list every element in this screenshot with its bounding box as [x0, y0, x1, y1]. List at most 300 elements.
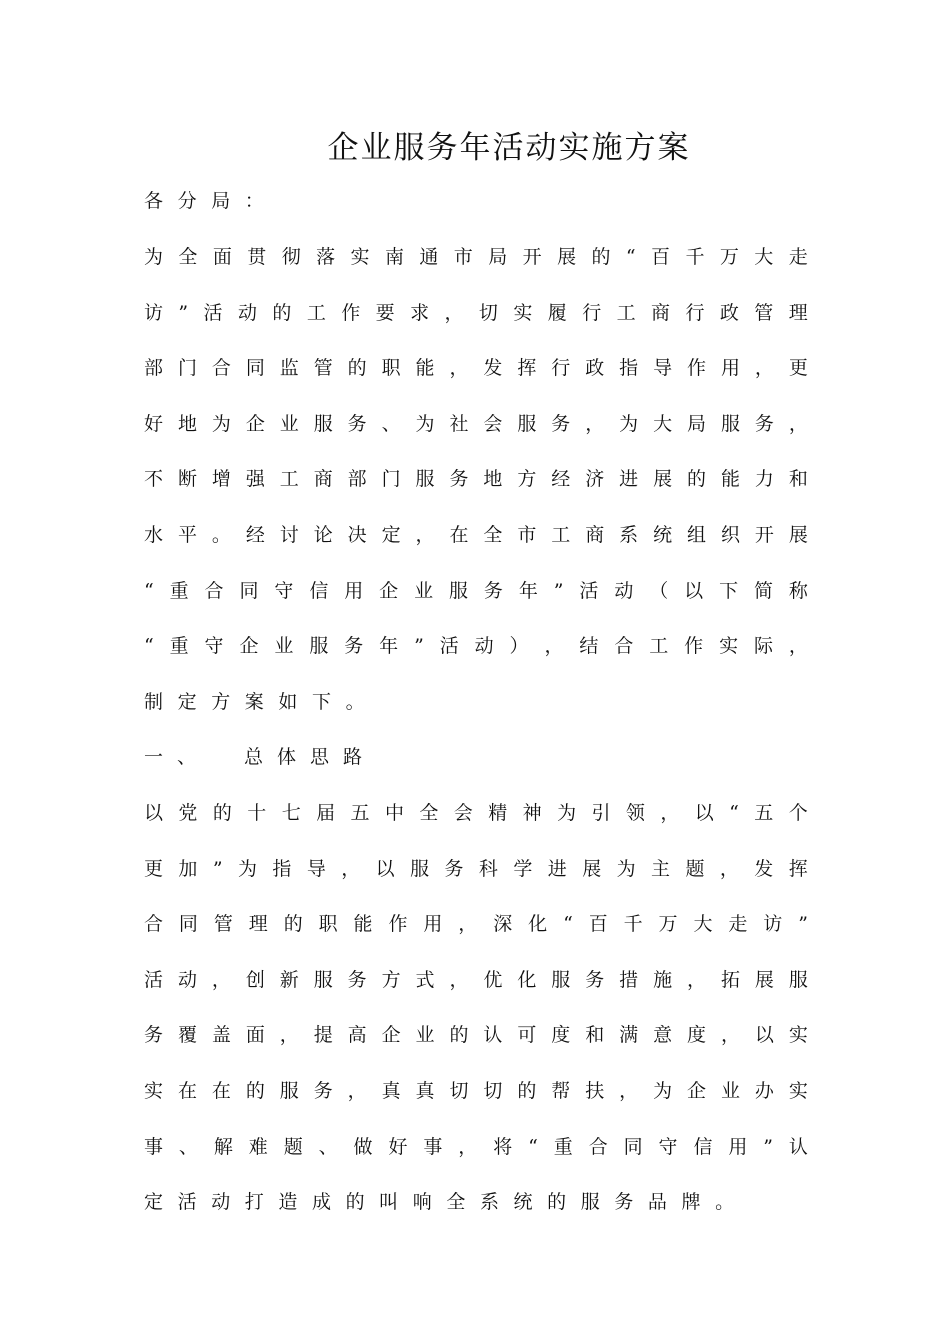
text-char: 满: [619, 1024, 639, 1047]
text-char: 走: [728, 913, 748, 936]
text-char: 在: [211, 1080, 231, 1102]
text-char: 政: [585, 357, 605, 380]
text-char: ，: [687, 968, 707, 991]
text-char: 新: [279, 968, 299, 991]
text-char: 服: [313, 412, 333, 435]
text-char: 重: [553, 1135, 573, 1158]
text-char: 方: [211, 690, 231, 713]
text-char: 求: [410, 301, 430, 324]
text-char: 百: [651, 246, 671, 268]
text-char: 企: [245, 412, 265, 435]
paragraph-line: [144, 798, 808, 828]
text-char: 职: [381, 357, 401, 380]
text-char: ，: [585, 412, 605, 435]
text-char: 业: [415, 1024, 435, 1047]
text-char: 为: [557, 802, 577, 824]
text-char: 办: [754, 1080, 774, 1102]
text-char: 济: [585, 468, 605, 491]
text-char: 万: [719, 246, 739, 268]
text-char: 制: [144, 690, 164, 713]
text-char: ，: [444, 301, 464, 324]
text-char: 地: [483, 468, 503, 491]
section-number: 一、: [144, 746, 211, 768]
text-char: 在: [449, 524, 469, 546]
text-char: 实: [144, 1080, 164, 1102]
text-char: 务: [754, 412, 774, 435]
text-char: 提: [313, 1024, 333, 1047]
text-char: 理: [248, 913, 268, 936]
text-char: 年: [518, 579, 538, 602]
text-char: 各: [144, 190, 164, 212]
text-char: 和: [585, 1024, 605, 1047]
text-char: 企: [239, 635, 259, 658]
text-char: 。: [715, 1191, 735, 1214]
text-char: 展: [754, 968, 774, 991]
text-char: ，: [415, 524, 435, 546]
text-char: 大: [754, 246, 774, 268]
text-char: 合: [144, 913, 164, 936]
text-char: 届: [316, 802, 336, 824]
text-char: ，: [449, 968, 469, 991]
text-char: ，: [458, 913, 478, 936]
text-char: 服: [517, 412, 537, 435]
paragraph-line: [144, 854, 808, 884]
paragraph-line: [144, 1187, 808, 1217]
text-char: 企: [379, 579, 399, 602]
text-char: 组: [687, 524, 707, 546]
paragraph-line: [144, 298, 808, 328]
text-char: 十: [247, 802, 267, 824]
text-char: 务: [585, 968, 605, 991]
text-char: 的: [272, 301, 292, 324]
text-char: 化: [528, 913, 548, 936]
text-char: ”: [212, 857, 223, 880]
text-char: 用: [423, 913, 443, 936]
text-char: 用: [728, 1135, 748, 1158]
text-char: 意: [653, 1024, 673, 1047]
text-char: 能: [720, 468, 740, 491]
text-char: 优: [483, 968, 503, 991]
text-char: 度: [687, 1024, 707, 1047]
text-char: 服: [720, 412, 740, 435]
text-char: 重: [169, 635, 189, 658]
text-char: 商: [651, 301, 671, 324]
text-char: 经: [245, 524, 265, 546]
text-char: 局: [488, 246, 508, 268]
text-char: 合: [614, 635, 634, 658]
text-char: 真: [381, 1080, 401, 1102]
text-char: 万: [658, 913, 678, 936]
text-char: 工: [649, 635, 669, 658]
text-char: “: [625, 246, 636, 268]
text-char: 可: [517, 1024, 537, 1047]
text-char: 难: [248, 1135, 268, 1158]
document-title: 企业服务年活动实施方案: [327, 130, 691, 166]
text-char: 题: [283, 1135, 303, 1158]
text-char: 七: [281, 802, 301, 824]
text-char: 管: [754, 301, 774, 324]
text-char: 同: [623, 1135, 643, 1158]
text-char: 通: [419, 246, 439, 268]
paragraph-line: [144, 687, 808, 717]
text-char: 用: [344, 579, 364, 602]
text-char: 为: [616, 857, 636, 880]
text-char: 品: [647, 1191, 667, 1214]
text-char: 服: [415, 468, 435, 491]
text-char: 论: [313, 524, 333, 546]
text-char: 百: [588, 913, 608, 936]
text-char: 度: [551, 1024, 571, 1047]
text-char: 全: [446, 1191, 466, 1214]
text-char: 开: [522, 246, 542, 268]
text-char: 务: [551, 412, 571, 435]
text-char: 系: [619, 524, 639, 546]
text-char: 织: [720, 524, 740, 546]
text-char: 覆: [177, 1024, 197, 1047]
text-char: 的: [212, 802, 232, 824]
text-char: 为: [415, 412, 435, 435]
text-char: 活: [203, 301, 223, 324]
text-char: 为: [619, 412, 639, 435]
text-char: 主: [651, 857, 671, 880]
text-char: ，: [754, 357, 774, 380]
text-char: 要: [375, 301, 395, 324]
text-char: ，: [211, 968, 231, 991]
text-char: 定: [144, 1191, 164, 1214]
text-char: 帮: [551, 1080, 571, 1102]
text-char: ，: [458, 1135, 478, 1158]
text-char: 切: [483, 1080, 503, 1102]
text-char: （: [649, 579, 669, 602]
text-char: 导: [653, 357, 673, 380]
text-char: 务: [444, 857, 464, 880]
text-char: 门: [381, 468, 401, 491]
text-char: 下: [311, 690, 331, 713]
text-char: 部: [347, 468, 367, 491]
text-char: 务: [449, 468, 469, 491]
text-char: 门: [177, 357, 197, 380]
text-char: 作: [684, 635, 704, 658]
text-char: 地: [177, 412, 197, 435]
text-char: 管: [313, 357, 333, 380]
text-char: 服: [410, 857, 430, 880]
text-char: 以: [754, 1024, 774, 1047]
text-char: 南: [384, 246, 404, 268]
text-char: 能: [353, 913, 373, 936]
text-char: 好: [388, 1135, 408, 1158]
text-char: 认: [483, 1024, 503, 1047]
section-heading-overall-approach: [144, 742, 808, 772]
text-char: ，: [719, 857, 739, 880]
text-char: 为: [653, 1080, 673, 1102]
text-char: 的: [449, 1024, 469, 1047]
text-char: 务: [144, 1024, 164, 1047]
text-char: 的: [591, 246, 611, 268]
text-char: ，: [279, 1024, 299, 1047]
text-char: 五: [350, 802, 370, 824]
text-char: 措: [619, 968, 639, 991]
paragraph-line: [144, 1020, 808, 1050]
text-char: 同: [239, 579, 259, 602]
text-char: 活: [439, 635, 459, 658]
text-char: 市: [517, 524, 537, 546]
paragraph-line: [144, 965, 808, 995]
text-char: ”: [178, 301, 189, 324]
text-char: 的: [347, 357, 367, 380]
text-char: 市: [453, 246, 473, 268]
text-char: 以: [375, 857, 395, 880]
text-char: ”: [763, 1135, 774, 1158]
text-char: 真: [415, 1080, 435, 1102]
text-char: 信: [693, 1135, 713, 1158]
text-char: 工: [551, 524, 571, 546]
text-char: 响: [412, 1191, 432, 1214]
text-char: 更: [788, 357, 808, 380]
text-char: ，: [341, 857, 361, 880]
text-char: ，: [660, 802, 680, 824]
text-char: 重: [169, 579, 189, 602]
text-char: 业: [720, 1080, 740, 1102]
paragraph-line: [144, 242, 808, 272]
text-char: 式: [415, 968, 435, 991]
text-char: 同: [178, 913, 198, 936]
text-char: ：: [244, 190, 264, 212]
text-char: 动: [211, 1191, 231, 1214]
text-char: 活: [177, 1191, 197, 1214]
text-char: 和: [788, 468, 808, 491]
text-char: 全: [419, 802, 439, 824]
text-char: 中: [384, 802, 404, 824]
text-char: 务: [313, 1080, 333, 1102]
text-char: ”: [553, 579, 564, 602]
text-char: 更: [144, 857, 164, 880]
text-char: 实: [350, 246, 370, 268]
text-char: 定: [177, 690, 197, 713]
text-char: 精: [488, 802, 508, 824]
text-char: 工: [306, 301, 326, 324]
text-char: 动: [474, 635, 494, 658]
text-char: 实: [719, 635, 739, 658]
text-char: 务: [483, 579, 503, 602]
text-char: 以: [684, 579, 704, 602]
text-char: 。: [211, 524, 231, 546]
text-char: 认: [788, 1135, 808, 1158]
text-char: 的: [547, 1191, 567, 1214]
text-char: 动: [614, 579, 634, 602]
text-char: 守: [658, 1135, 678, 1158]
text-char: 作: [388, 913, 408, 936]
text-char: 、: [381, 412, 401, 435]
text-char: 事: [144, 1135, 164, 1158]
text-char: 讨: [279, 524, 299, 546]
text-char: 展: [653, 468, 673, 491]
text-char: 高: [347, 1024, 367, 1047]
text-char: ，: [720, 1024, 740, 1047]
text-char: 部: [144, 357, 164, 380]
paragraph-line: [144, 631, 808, 661]
text-char: 会: [453, 802, 473, 824]
text-char: 、: [178, 1135, 198, 1158]
text-char: 能: [415, 357, 435, 380]
text-char: 指: [619, 357, 639, 380]
text-char: 为: [237, 857, 257, 880]
text-char: 信: [309, 579, 329, 602]
text-char: 深: [493, 913, 513, 936]
text-char: 的: [517, 1080, 537, 1102]
text-char: 局: [211, 190, 231, 212]
text-char: 实: [788, 1024, 808, 1047]
text-char: 创: [245, 968, 265, 991]
text-char: 服: [580, 1191, 600, 1214]
text-char: ，: [788, 412, 808, 435]
text-char: 的: [245, 1080, 265, 1102]
text-char: 企: [381, 1024, 401, 1047]
text-char: 成: [311, 1191, 331, 1214]
paragraph-line: [144, 520, 808, 550]
text-char: 发: [754, 857, 774, 880]
text-char: ”: [798, 913, 808, 936]
text-char: 。: [345, 690, 365, 713]
text-char: 务: [344, 635, 364, 658]
text-char: “: [144, 579, 154, 602]
paragraph-line: [144, 409, 808, 439]
text-char: 服: [313, 968, 333, 991]
text-char: 平: [177, 524, 197, 546]
text-char: 合: [588, 1135, 608, 1158]
text-char: 叫: [379, 1191, 399, 1214]
text-char: 服: [449, 579, 469, 602]
text-char: 监: [279, 357, 299, 380]
text-char: ，: [788, 635, 808, 658]
text-char: 增: [211, 468, 231, 491]
text-char: 不: [144, 468, 164, 491]
text-char: 经: [551, 468, 571, 491]
text-char: 业: [274, 635, 294, 658]
text-char: 合: [204, 579, 224, 602]
text-char: 五: [754, 802, 774, 824]
text-char: “: [144, 635, 154, 658]
text-char: ，: [347, 1080, 367, 1102]
text-char: 切: [478, 301, 498, 324]
text-char: 案: [244, 690, 264, 713]
text-char: 全: [178, 246, 198, 268]
text-char: 面: [212, 246, 232, 268]
text-char: 的: [345, 1191, 365, 1214]
text-char: 大: [653, 412, 673, 435]
text-char: 行: [685, 301, 705, 324]
text-char: 千: [685, 246, 705, 268]
text-char: 工: [616, 301, 636, 324]
text-char: 下: [719, 579, 739, 602]
text-char: 牌: [681, 1191, 701, 1214]
text-char: 工: [279, 468, 299, 491]
text-char: 统: [513, 1191, 533, 1214]
text-char: 好: [144, 412, 164, 435]
text-char: 施: [653, 968, 673, 991]
text-char: 题: [685, 857, 705, 880]
text-char: 作: [341, 301, 361, 324]
text-char: 服: [551, 968, 571, 991]
text-char: 盖: [211, 1024, 231, 1047]
text-char: 为: [144, 246, 164, 268]
text-char: 服: [309, 635, 329, 658]
text-char: 会: [483, 412, 503, 435]
paragraph-line: [144, 909, 808, 939]
text-char: 全: [483, 524, 503, 546]
text-char: 面: [245, 1024, 265, 1047]
text-char: 以: [694, 802, 714, 824]
paragraph-line: [144, 576, 808, 606]
text-char: 贯: [247, 246, 267, 268]
text-char: 行: [551, 357, 571, 380]
text-char: 展: [557, 246, 577, 268]
text-char: 服: [279, 1080, 299, 1102]
text-char: 发: [483, 357, 503, 380]
text-char: 决: [347, 524, 367, 546]
text-char: 在: [177, 1080, 197, 1102]
paragraph-line: [144, 1132, 808, 1162]
text-char: 打: [244, 1191, 264, 1214]
text-char: 学: [513, 857, 533, 880]
text-char: 强: [245, 468, 265, 491]
text-char: 政: [719, 301, 739, 324]
text-char: 力: [754, 468, 774, 491]
text-char: 神: [522, 802, 542, 824]
text-char: ）: [509, 635, 529, 658]
text-char: 科: [478, 857, 498, 880]
text-char: ，: [449, 357, 469, 380]
text-char: 领: [625, 802, 645, 824]
text-char: 的: [687, 468, 707, 491]
text-char: “: [528, 1135, 538, 1158]
paragraph-line: [144, 353, 808, 383]
text-char: 商: [313, 468, 333, 491]
text-char: 加: [178, 857, 198, 880]
text-char: 局: [687, 412, 707, 435]
text-char: 引: [591, 802, 611, 824]
text-char: 走: [788, 246, 808, 268]
text-char: 导: [306, 857, 326, 880]
text-char: 服: [788, 968, 808, 991]
text-char: 业: [279, 412, 299, 435]
text-char: 彻: [281, 246, 301, 268]
text-char: 挥: [788, 857, 808, 880]
text-char: 事: [423, 1135, 443, 1158]
text-char: 履: [547, 301, 567, 324]
text-char: 党: [178, 802, 198, 824]
text-char: 挥: [517, 357, 537, 380]
text-char: 方: [381, 968, 401, 991]
text-char: 称: [788, 579, 808, 602]
text-char: 拓: [720, 968, 740, 991]
paragraph-line: [144, 1076, 808, 1106]
text-char: 活: [579, 579, 599, 602]
text-char: 个: [788, 802, 808, 824]
text-char: 理: [788, 301, 808, 324]
text-char: 访: [763, 913, 783, 936]
text-char: 断: [177, 468, 197, 491]
text-char: 做: [353, 1135, 373, 1158]
text-char: 造: [278, 1191, 298, 1214]
text-char: 结: [579, 635, 599, 658]
text-char: 守: [204, 635, 224, 658]
text-char: ”: [414, 635, 424, 658]
text-char: 业: [414, 579, 434, 602]
text-char: 活: [144, 968, 164, 991]
text-char: 开: [754, 524, 774, 546]
text-char: 企: [687, 1080, 707, 1102]
text-char: 分: [177, 190, 197, 212]
